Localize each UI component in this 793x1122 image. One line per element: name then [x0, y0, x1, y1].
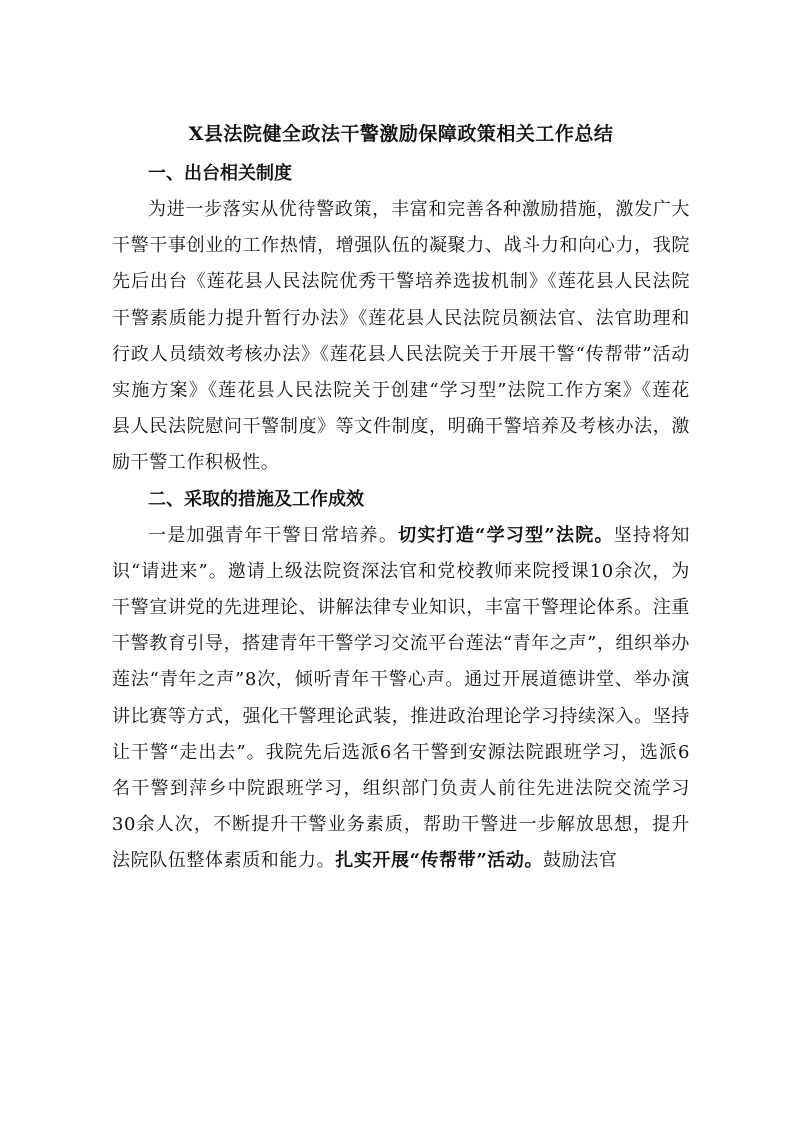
paragraph-text-3: 鼓励法官 — [543, 850, 618, 872]
section-1-paragraph: 为进一步落实从优待警政策，丰富和完善各种激励措施，激发广大干警干事创业的工作热情，增强队伍的凝聚力、战斗力和向心力，我院先后出台《莲花县人民法院优秀干警培养选拔机制》《莲花县人民法院干警素质能力提升暂行办法》《莲花县人民法院员额法官、法官助理和行政人员绩效考核办法》《莲花县人民法院关于开展干警“传帮带”活动实施方案》《莲花县人民法院关于创建“学习型”法院工作方案》《莲花县人民法院慰问干警制度》等文件制度，明确干警培养及考核办法，激励干警工作积极性。 — [112, 199, 690, 474]
paragraph-text-2: 坚持将知识“请进来”。邀请上级法院资深法官和党校教师来院授课10余次，为干警宣讲党的先进理论、讲解法律专业知识，丰富干警理论体系。注重干警教育引导，搭建青年干警学习交流平台莲法“青年之声”，组织举办莲法“青年之声”8次，倾听青年干警心声。通过开展道德讲堂、举办演讲比赛等方式，强化干警理论武装，推进政治理论学习持续深入。坚持让干警“走出去”。我院先后选派6名干警到安源法院跟班学习，选派6名干警到萍乡中院跟班学习，组织部门负责人前往先进法院交流学习30余人次，不断提升干警业务素质，帮助干警进一步解放思想，提升法院队伍整体素质和能力。 — [112, 524, 691, 872]
section-2-heading: 二、采取的措施及工作成效 — [148, 488, 364, 510]
section-1-heading: 一、出台相关制度 — [148, 163, 292, 184]
document-title: X县法院健全政法干警激励保障政策相关工作总结 — [188, 123, 614, 145]
bold-subheading-mentoring: 扎实开展“传帮带”活动。 — [335, 850, 544, 872]
bold-subheading-learning-court: 切实打造“学习型”法院。 — [398, 524, 614, 546]
paragraph-text-1: 一是加强青年干警日常培养。 — [148, 524, 399, 546]
section-2-paragraph — [112, 518, 690, 880]
document-body — [112, 120, 690, 880]
